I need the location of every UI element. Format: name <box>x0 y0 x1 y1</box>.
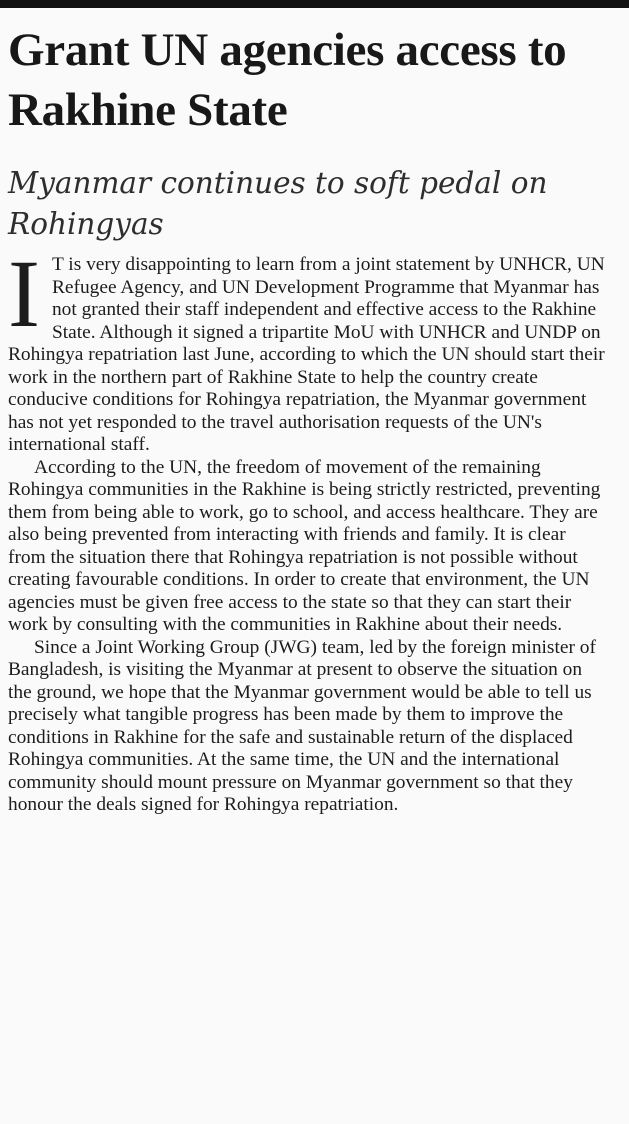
article-paragraph-3: Since a Joint Working Group (JWG) team, led by the foreign minister of Bangladesh, is visiting the Myanmar at present to observe the situation on the ground, we hope that the Myanmar government would be able to tell us precisely what tangible progress has been made by them to improve the conditions in Rakhine for the safe and sustainable return of the displaced Rohingya communities. At the same time, the UN and the international community should mount pressure on Myanmar government so that they honour the deals signed for Rohingya repatriation. <box>8 636 596 815</box>
subheadline: Myanmar continues to soft pedal on Rohingyas <box>8 166 548 241</box>
article-paragraph-2: According to the UN, the freedom of movement of the remaining Rohingya communities in the Rakhine is being strictly restricted, preventing them from being able to work, go to school, and access healthcare. They are also being prevented from interacting with friends and family. It is clear from the situation there that Rohingya repatriation is not possible without creating favourable conditions. In order to create that environment, the UN agencies must be given free access to the state so that they can start their work by consulting with the communities in Rakhine about their needs. <box>8 456 601 635</box>
article-body <box>8 240 608 817</box>
article-paragraph-1-text: T is very disappointing to learn from a joint statement by UNHCR, UN Refugee Agency, and UN Development Programme that Myanmar has not granted their staff independent and effective access to the Rakhine State. Although it signed a tripartite MoU with UNHCR and UNDP on Rohingya repatriation last June, according to which the UN should start their work in the northern part of Rakhine State to help the country create conducive conditions for Rohingya repatriation, the Myanmar government has not yet responded to the travel authorisation requests of the UN's international staff. <box>8 254 605 455</box>
drop-cap: I <box>8 240 40 347</box>
top-rule <box>0 0 629 8</box>
headline: Grant UN agencies access to Rakhine State <box>8 24 567 136</box>
article-paragraph-1 <box>8 240 608 457</box>
